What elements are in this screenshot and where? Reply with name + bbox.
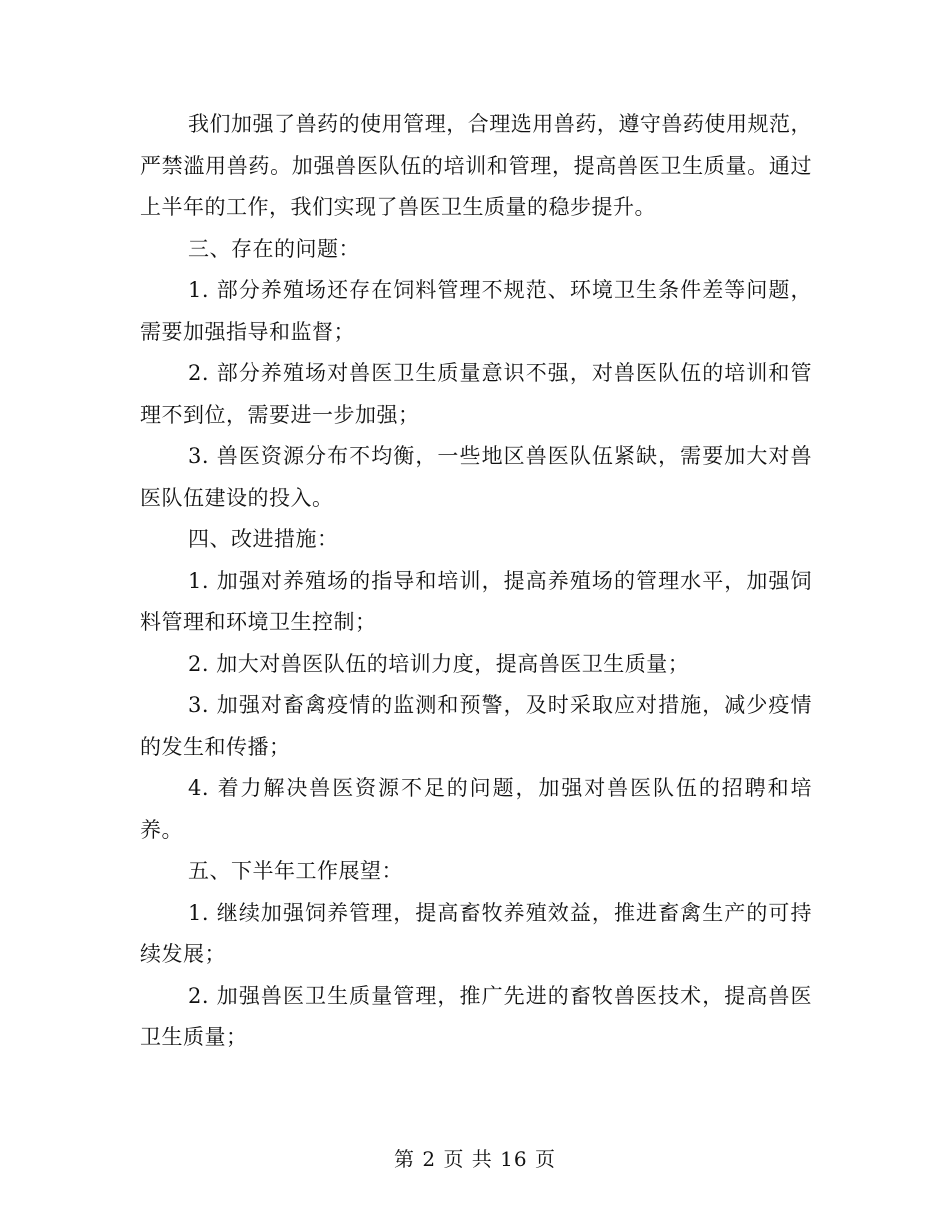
section-heading-problems: 三、存在的问题：	[188, 236, 360, 261]
improvement-item-1: 1. 加强对养殖场的指导和培训，提高养殖场的管理水平，加强饲料管理和环境卫生控制；	[140, 568, 812, 634]
outlook-item-2: 2. 加强兽医卫生质量管理，推广先进的畜牧兽医技术，提高兽医卫生质量；	[140, 983, 812, 1049]
document-body	[140, 104, 812, 1059]
improvement-item-3: 3. 加强对畜禽疫情的监测和预警，及时采取应对措施，减少疫情的发生和传播；	[140, 693, 812, 759]
section-heading-outlook: 五、下半年工作展望：	[188, 859, 403, 883]
problem-item-1: 1. 部分养殖场还存在饲料管理不规范、环境卫生条件差等问题，需要加强指导和监督；	[140, 278, 812, 344]
outlook-item-1: 1. 继续加强饲养管理，提高畜牧养殖效益，推进畜禽生产的可持续发展；	[140, 900, 812, 966]
improvement-item-4: 4. 着力解决兽医资源不足的问题，加强对兽医队伍的招聘和培养。	[140, 776, 812, 842]
problem-item-3: 3. 兽医资源分布不均衡，一些地区兽医队伍紧缺，需要加大对兽医队伍建设的投入。	[140, 444, 812, 510]
improvement-item-2: 2. 加大对兽医队伍的培训力度，提高兽医卫生质量；	[188, 651, 690, 676]
paragraph-drug-management: 我们加强了兽药的使用管理，合理选用兽药，遵守兽药使用规范，严禁滥用兽药。加强兽医队伍的培训和管理，提高兽医卫生质量。通过上半年的工作，我们实现了兽医卫生质量的稳步提升。	[140, 112, 812, 219]
section-heading-improvements: 四、改进措施：	[188, 527, 339, 551]
page-number-footer: 第 2 页 共 16 页	[394, 1147, 556, 1171]
problem-item-2: 2. 部分养殖场对兽医卫生质量意识不强，对兽医队伍的培训和管理不到位，需要进一步加强；	[140, 361, 812, 427]
